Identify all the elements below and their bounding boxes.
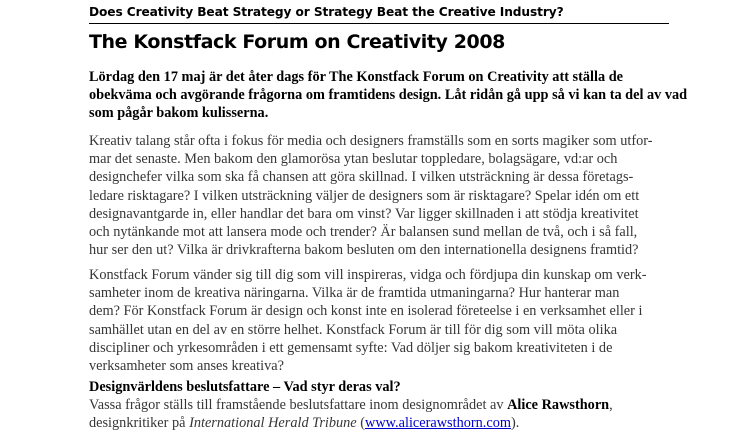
section-line-2 [89,414,669,432]
paragraph-line: verksamheter som anses kreativa? [89,358,284,375]
lead-line: Lördag den 17 maj är det åter dags för The Konstfack Forum on Creativity att ställa de [89,69,623,85]
publication-name: International Herald Tribune [189,415,357,432]
paragraph-line: dem? För Konstfack Forum är design och konst inte en isolerad företeelse i en verksamhet eller i [89,303,643,320]
paragraph-line: samhället utan en del av en större helhet. Konstfack Forum är till för dig som vill möta olika [89,321,618,338]
document-title: The Konstfack Forum on Creativity 2008 [89,31,505,53]
body-paragraph-2 [89,266,669,375]
paragraph-line: och nytänkande mot att lansera mode och trender? Är balansen sund mellan de två, och i så fall, [89,224,638,241]
section-line-1 [89,396,669,414]
header-rule [89,23,669,24]
section-text: ( [356,415,365,432]
paragraph-line: samheter inom de kreativa näringarna. Vilka är de framtida utmaningarna? Hur hanterar man [89,285,620,302]
paragraph-line: ledare risktagare? I vilken utsträckning väljer de designers som är risktagare? Spelar idén om ett [89,187,640,204]
lead-line: obekväma och avgörande frågorna om framtidens design. Låt ridån gå upp så vi kan ta del av vad [89,87,688,104]
section-text: ). [510,415,520,432]
paragraph-line: discipliner och yrkesområden i ett gemensamt syfte: Vad döljer sig bakom kreativiteten i de [89,339,613,356]
paragraph-line: mar det senaste. Men bakom den glamorösa ytan beslutar toppledare, bolagsägare, vd:ar och [89,151,618,168]
section-text: Vassa frågor ställs till framstående beslutsfattare inom designområdet av [89,397,508,413]
section-text: designkritiker på [89,415,190,432]
lead-line: som pågår bakom kulisserna. [89,105,269,122]
body-paragraph-1 [89,132,669,259]
document-subtitle: Does Creativity Beat Strategy or Strategy Beat the Creative Industry? [89,5,564,19]
section-text: , [609,397,613,413]
section-body [89,396,669,432]
paragraph-line: designchefer vilka som ska få chansen att göra skillnad. I vilken utsträckning är dessa företags- [89,169,634,186]
website-link[interactable]: www.alicerawsthorn.com [365,415,511,432]
paragraph-line: Konstfack Forum vänder sig till dig som vill inspireras, vidga och fördjupa din kunskap om verk- [89,267,647,283]
paragraph-line: hur ser den ut? Vilka är drivkrafterna bakom besluten om den internationella designens framtid? [89,242,639,259]
section-heading: Designvärldens beslutsfattare – Vad styr deras val? [89,379,401,395]
speaker-name: Alice Rawsthorn [507,397,610,413]
lead-paragraph [89,68,688,123]
paragraph-line: Kreativ talang står ofta i fokus för media och designers framställs som en sorts magiker som utfor- [89,133,653,149]
paragraph-line: designavantgarde in, eller handlar det bara om vinst? Var ligger skillnaden i att stödja kreativitet [89,205,639,222]
